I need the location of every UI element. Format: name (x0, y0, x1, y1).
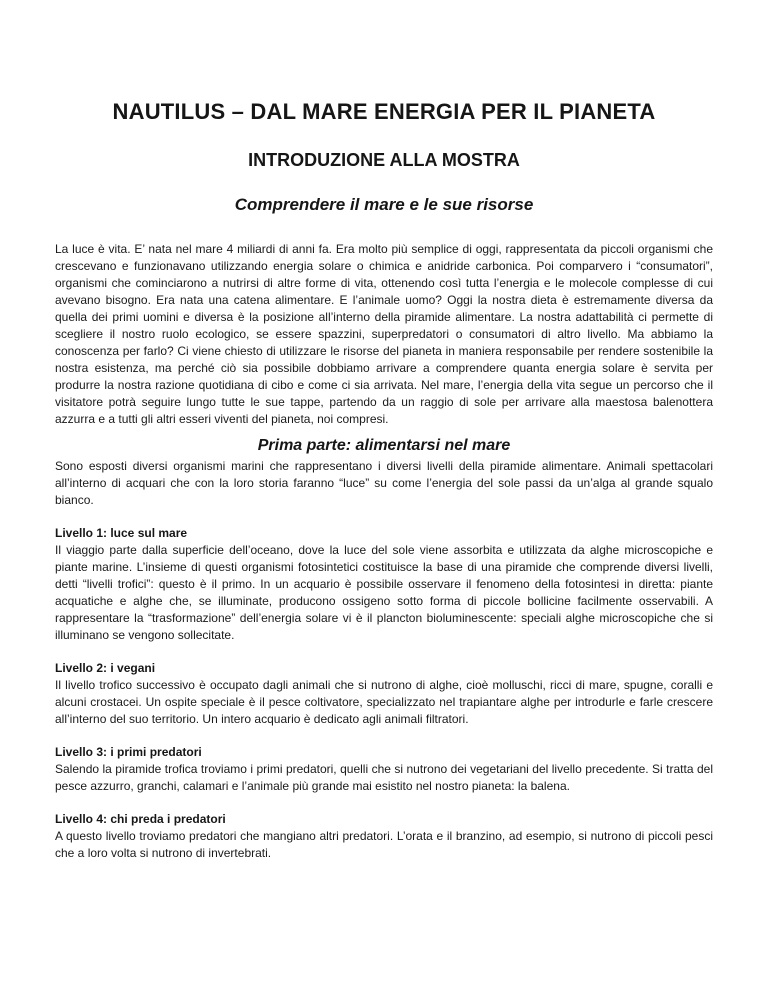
level-3-heading: Livello 3: i primi predatori (55, 745, 202, 760)
part1-intro-paragraph: Sono esposti diversi organismi marini che rappresentano i diversi livelli della piramide alimentare. Animali spettacolari all’interno di acquari che con la loro storia faranno “luce” su come l’energia del sole passi da un’alga al grande squalo bianco. (55, 459, 713, 508)
level-1-heading: Livello 1: luce sul mare (55, 526, 188, 541)
level-4-heading: Livello 4: chi preda i predatori (55, 812, 226, 827)
page-title: NAUTILUS – DAL MARE ENERGIA PER IL PIANETA (112, 99, 656, 124)
level-4-text: A questo livello troviamo predatori che mangiano altri predatori. L’orata e il branzino, ad esempio, si nutrono di piccoli pesci che a loro volta si nutrono di invertebrati. (55, 829, 713, 861)
level-3-block (55, 744, 713, 795)
level-3-text: Salendo la piramide trofica troviamo i primi predatori, quelli che si nutrono dei vegetariani del livello precedente. Si tratta del pesce azzurro, granchi, calamari e l’animale più grande mai esistito nel nostro pianeta: la balena. (55, 762, 713, 794)
level-2-heading: Livello 2: i vegani (55, 661, 156, 676)
exhibition-subtitle: INTRODUZIONE ALLA MOSTRA (248, 150, 520, 171)
level-2-text: Il livello trofico successivo è occupato dagli animali che si nutrono di alghe, cioè molluschi, ricci di mare, spugne, coralli e alcuni crostacei. Un ospite speciale è il pesce coltivatore, specializzato nel trapiantare alghe per introdurle e farle crescere all’interno del suo territorio. Un intero acquario è dedicato agli animali filtratori. (55, 678, 713, 727)
level-1-block (55, 525, 713, 644)
level-4-block (55, 811, 713, 862)
level-1-text: Il viaggio parte dalla superficie dell’oceano, dove la luce del sole viene assorbita e utilizzata da alghe microscopiche e piante marine. L’insieme di questi organismi fotosintetici costituisce la base di una piramide che comprende diversi livelli, detti “livelli trofici”: questo è il primo. In un acquario è possibile osservare il fenomeno della fotosintesi in diretta: piante acquatiche e alghe che, se illuminate, producono ossigeno sotto forma di piccole bollicine facilmente osservabili. A rappresentare la “trasformazione” dell’energia solare vi è il plancton bioluminescente: speciali alghe microscopiche che si illuminano se vengono sollecitate. (55, 543, 713, 643)
part1-heading: Prima parte: alimentarsi nel mare (257, 436, 511, 454)
intro-paragraph: La luce è vita. E’ nata nel mare 4 miliardi di anni fa. Era molto più semplice di oggi, rappresentata da piccoli organismi che crescevano e funzionavano utilizzando energia solare o chimica e anidride carbonica. Poi comparvero i “consumatori”, organismi che cominciarono a nutrirsi di altre forme di vita, ottenendo così tutta l’energia e le molecole complesse di cui avevano bisogno. Era nata una catena alimentare. E l’animale uomo? Oggi la nostra dieta è estremamente diversa da quella dei primi uomini e diversa è la posizione all’interno della piramide alimentare. La nostra adattabilità ci permette di scegliere il nostro ruolo ecologico, se essere spazzini, superpredatori o consumatori di altro livello. Ma abbiamo la conoscenza per farlo? Ci viene chiesto di utilizzare le risorse del pianeta in maniera responsabile per rendere sostenibile la nostra esistenza, ma perché ciò sia possibile dobbiamo arrivare a comprendere quanta energia solare è servita per produrre la nostra razione quotidiana di cibo e come ci sia arrivata. Nel mare, l’energia della vita segue un percorso che il visitatore potrà seguire lungo tutte le sue tappe, partendo da un raggio di sole per arrivare alla maestosa balenottera azzurra e a tutti gli altri esseri viventi del pianeta, noi compresi. (55, 241, 713, 426)
tagline-heading: Comprendere il mare e le sue risorse (234, 194, 534, 214)
level-2-block (55, 660, 713, 728)
